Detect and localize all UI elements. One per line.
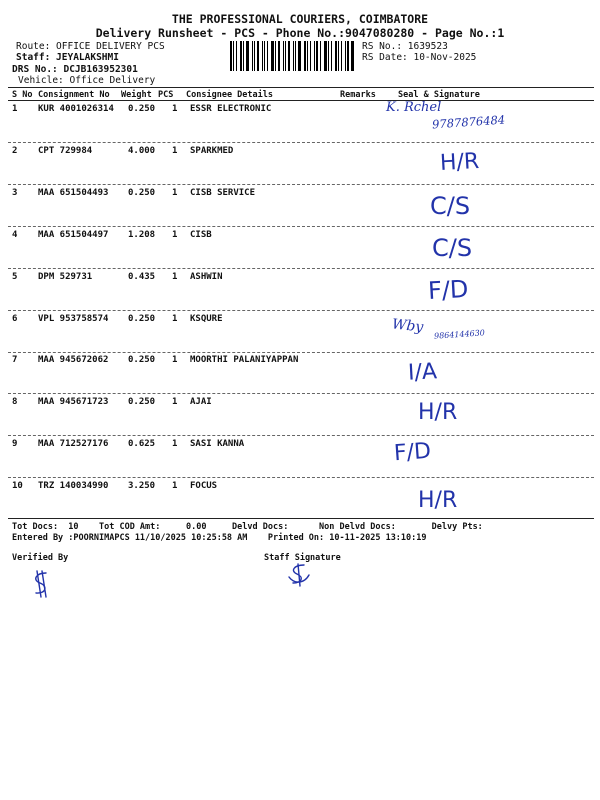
row-consignment: MAA 651504493 xyxy=(38,188,109,198)
handwritten-signature: C/S xyxy=(430,192,471,220)
row-divider xyxy=(8,352,594,353)
row-consignee: KSQURE xyxy=(190,314,223,324)
totals-line: Tot Docs: 10 Tot COD Amt: 0.00 Delvd Docs: Non Delvd Docs: Delvy Pts: xyxy=(12,522,483,532)
barcode-bar xyxy=(236,41,237,71)
row-consignee: MOORTHI PALANIYAPPAN xyxy=(190,355,299,365)
col-consignee: Consignee Details xyxy=(186,90,273,100)
barcode-bar xyxy=(257,41,259,71)
barcode-bar xyxy=(338,41,339,71)
row-sno: 2 xyxy=(12,146,18,156)
barcode-bar xyxy=(254,41,255,71)
row-weight: 0.250 xyxy=(128,104,156,114)
verified-by-label: Verified By xyxy=(12,553,69,563)
rs-date: RS Date: 10-Nov-2025 xyxy=(362,52,477,63)
row-pcs: 1 xyxy=(172,104,178,114)
company-title: THE PROFESSIONAL COURIERS, COIMBATORE xyxy=(171,12,429,26)
row-weight: 0.625 xyxy=(128,439,156,449)
barcode-bar xyxy=(264,41,265,71)
barcode-bar xyxy=(307,41,308,71)
runsheet-subtitle: Delivery Runsheet - PCS - Phone No.:9047080280 - Page No.:1 xyxy=(95,26,505,40)
row-weight: 0.250 xyxy=(128,397,156,407)
row-sno: 7 xyxy=(12,355,18,365)
handwritten-signature: H/R xyxy=(418,400,458,425)
row-divider xyxy=(8,477,594,478)
col-seal: Seal & Signature xyxy=(398,90,480,100)
drs-number: DRS No.: DCJB163952301 xyxy=(12,64,138,75)
barcode-bar xyxy=(298,41,301,71)
row-consignee: ASHWIN xyxy=(190,272,223,282)
row-divider xyxy=(8,268,594,269)
row-weight: 4.000 xyxy=(128,146,156,156)
row-consignee: SASI KANNA xyxy=(190,439,245,449)
row-pcs: 1 xyxy=(172,230,178,240)
barcode-bar xyxy=(304,41,306,71)
row-pcs: 1 xyxy=(172,272,178,282)
header-top-rule xyxy=(8,87,594,88)
row-weight: 1.208 xyxy=(128,230,156,240)
barcode-bar xyxy=(295,41,296,71)
barcode-bar xyxy=(328,41,329,71)
row-sno: 1 xyxy=(12,104,18,114)
verified-signature-icon xyxy=(28,570,58,598)
row-pcs: 1 xyxy=(172,188,178,198)
row-consignment: MAA 945672062 xyxy=(38,355,109,365)
row-consignment: CPT 729984 xyxy=(38,146,93,156)
row-pcs: 1 xyxy=(172,146,178,156)
barcode-bar xyxy=(240,41,242,71)
col-pcs: PCS xyxy=(158,90,174,100)
row-consignment: VPL 953758574 xyxy=(38,314,109,324)
row-divider xyxy=(8,435,594,436)
row-weight: 0.250 xyxy=(128,355,156,365)
barcode-bar xyxy=(351,41,354,71)
row-sno: 5 xyxy=(12,272,18,282)
handwritten-signature: F/D xyxy=(427,274,470,306)
row-consignment: MAA 651504497 xyxy=(38,230,109,240)
col-consignment: Consignment No xyxy=(38,90,110,100)
barcode-bar xyxy=(233,41,234,71)
barcode-bar xyxy=(331,41,332,71)
barcode-bar xyxy=(243,41,244,71)
row-divider xyxy=(8,142,594,143)
row-consignee: CISB SERVICE xyxy=(190,188,256,198)
handwritten-signature: H/R xyxy=(439,148,480,177)
barcode-bar xyxy=(310,41,311,71)
handwritten-signature: K. Rchel xyxy=(386,100,442,115)
vehicle-label: Vehicle: Office Delivery xyxy=(18,75,156,86)
col-weight: Weight xyxy=(121,90,152,100)
barcode-bar xyxy=(275,41,276,71)
barcode-bar xyxy=(324,41,327,71)
barcode-bar xyxy=(283,41,284,71)
handwritten-signature: F/D xyxy=(393,438,432,467)
row-pcs: 1 xyxy=(172,481,178,491)
barcode-bar xyxy=(316,41,318,71)
row-pcs: 1 xyxy=(172,397,178,407)
barcode-bar xyxy=(267,41,268,71)
barcode-bar xyxy=(293,41,294,71)
row-sno: 4 xyxy=(12,230,18,240)
barcode-bar xyxy=(320,41,321,71)
row-sno: 8 xyxy=(12,397,18,407)
row-weight: 0.250 xyxy=(128,314,156,324)
barcode-bar xyxy=(335,41,337,71)
handwritten-signature: C/S xyxy=(432,234,473,262)
handwritten-signature: I/A xyxy=(407,359,438,386)
barcode-bar xyxy=(278,41,280,71)
barcode-bar xyxy=(347,41,349,71)
col-remarks: Remarks xyxy=(340,90,376,100)
row-divider xyxy=(8,184,594,185)
rs-number: RS No.: 1639523 xyxy=(362,41,448,52)
route-label: Route: OFFICE DELIVERY PCS xyxy=(16,41,165,52)
handwritten-signature: Wby xyxy=(391,316,425,336)
col-sno: S No xyxy=(12,90,33,100)
barcode-bar xyxy=(345,41,346,71)
barcode-bar xyxy=(246,41,249,71)
row-sno: 10 xyxy=(12,481,23,491)
handwritten-phone: 9864144630 xyxy=(433,328,486,341)
row-divider xyxy=(8,393,594,394)
row-consignment: DPM 529731 xyxy=(38,272,93,282)
barcode-bar xyxy=(341,41,342,71)
staff-label: Staff: JEYALAKSHMI xyxy=(16,52,119,63)
barcode-image xyxy=(230,41,358,71)
row-pcs: 1 xyxy=(172,439,178,449)
barcode-bar xyxy=(271,41,274,71)
barcode-bar xyxy=(262,41,263,71)
row-consignment: MAA 945671723 xyxy=(38,397,109,407)
barcode-bar xyxy=(252,41,253,71)
row-weight: 0.435 xyxy=(128,272,156,282)
row-divider xyxy=(8,226,594,227)
row-consignment: TRZ 140034990 xyxy=(38,481,109,491)
entered-by-line: Entered By :POORNIMAPCS 11/10/2025 10:25:58 AM Printed On: 10-11-2025 13:10:19 xyxy=(12,533,427,543)
row-consignee: AJAI xyxy=(190,397,212,407)
barcode-bar xyxy=(230,41,232,71)
staff-signature-label: Staff Signature xyxy=(264,553,341,563)
staff-signature-icon xyxy=(284,562,314,588)
row-consignment: MAA 712527176 xyxy=(38,439,109,449)
row-sno: 3 xyxy=(12,188,18,198)
table-bottom-rule xyxy=(8,518,594,519)
handwritten-signature: H/R xyxy=(418,488,458,513)
barcode-bar xyxy=(288,41,290,71)
row-pcs: 1 xyxy=(172,314,178,324)
row-consignee: FOCUS xyxy=(190,481,218,491)
row-consignee: ESSR ELECTRONIC xyxy=(190,104,272,114)
row-sno: 6 xyxy=(12,314,18,324)
row-pcs: 1 xyxy=(172,355,178,365)
row-divider xyxy=(8,310,594,311)
row-consignee: SPARKMED xyxy=(190,146,234,156)
handwritten-phone: 9787876484 xyxy=(431,112,506,132)
row-weight: 3.250 xyxy=(128,481,156,491)
row-sno: 9 xyxy=(12,439,18,449)
header-bottom-rule xyxy=(8,100,594,101)
row-weight: 0.250 xyxy=(128,188,156,198)
barcode-bar xyxy=(314,41,315,71)
row-consignee: CISB xyxy=(190,230,212,240)
barcode-bar xyxy=(285,41,286,71)
row-consignment: KUR 4001026314 xyxy=(38,104,114,114)
